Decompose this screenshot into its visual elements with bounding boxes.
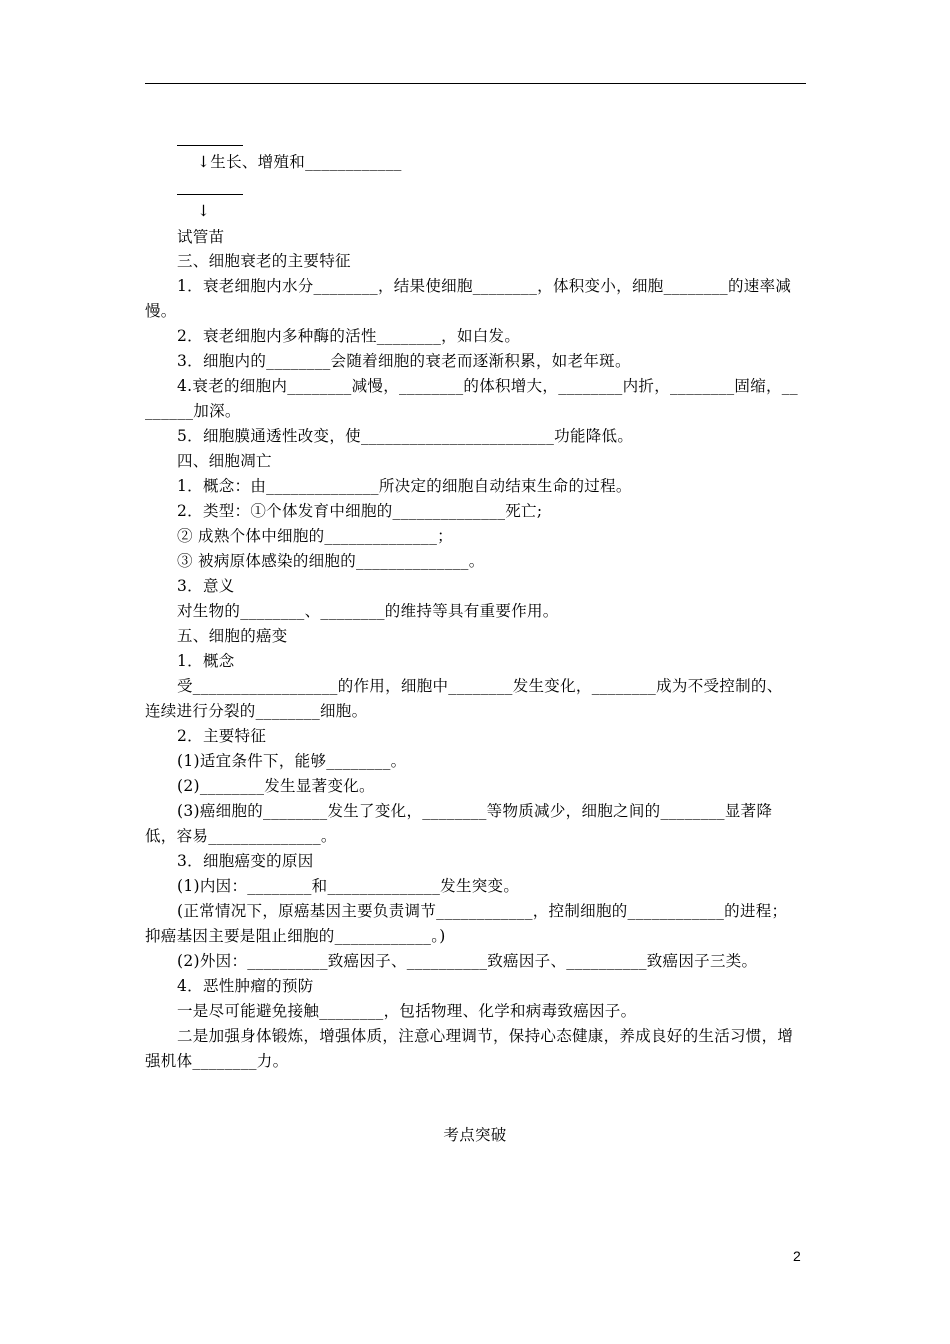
section-title: 考点突破 [443,1126,507,1144]
cancer-feature-2: (2)________发生显著变化。 [177,777,375,795]
cancer-feature-3: (3)癌细胞的________发生了变化，________等物质减少，细胞之间的________显著降 [177,802,773,820]
cancer-features-heading: 2．主要特征 [177,727,267,745]
heading-aging: 三、细胞衰老的主要特征 [177,252,351,270]
cancer-cause-note: (正常情况下，原癌基因主要负责调节____________，控制细胞的____________的进程； [177,902,788,920]
page-number: 2 [793,1248,801,1264]
cancer-cause-note-cont: 抑癌基因主要是阻止细胞的____________。) [145,927,446,945]
apoptosis-significance: 对生物的________、________的维持等具有重要作用。 [177,602,559,620]
apoptosis-significance-heading: 3．意义 [177,577,235,595]
cancer-feature-1: (1)适宜条件下，能够________。 [177,752,407,770]
apoptosis-type-2: ② 成熟个体中细胞的______________； [177,527,453,545]
cancer-cause-external: (2)外因：__________致癌因子、__________致癌因子、__________致癌因子三类。 [177,952,758,970]
cancer-concept: 受__________________的作用，细胞中________发生变化，________成为不受控制的、 [177,677,783,695]
apoptosis-concept: 1．概念：由______________所决定的细胞自动结束生命的过程。 [177,477,632,495]
flow-blank-top [177,145,243,146]
aging-item-5: 5．细胞膜通透性改变，使________________________功能降低。 [177,427,634,445]
aging-item-2: 2．衰老细胞内多种酶的活性________，如白发。 [177,327,521,345]
apoptosis-type-1: 2．类型：①个体发育中细胞的______________死亡; [177,502,543,520]
flow-blank-middle [177,194,243,195]
header-rule [145,83,806,84]
cancer-cause-internal: (1)内因：________和______________发生突变。 [177,877,520,895]
aging-item-1: 1．衰老细胞内水分________，结果使细胞________，体积变小，细胞________的速率减 [177,277,792,295]
prevention-item-2: 二是加强身体锻炼，增强体质，注意心理调节，保持心态健康，养成良好的生活习惯，增 [177,1027,794,1045]
prevention-heading: 4．恶性肿瘤的预防 [177,977,314,995]
aging-item-4: 4.衰老的细胞内________减慢，________的体积增大，________内折，________固缩，__ [177,377,798,395]
aging-item-3: 3．细胞内的________会随着细胞的衰老而逐渐积累，如老年斑。 [177,352,631,370]
cancer-concept-cont: 连续进行分裂的________细胞。 [145,702,368,720]
apoptosis-type-3: ③ 被病原体感染的细胞的______________。 [177,552,485,570]
prevention-item-2-cont: 强机体________力。 [145,1052,289,1070]
cancer-feature-3-cont: 低，容易______________。 [145,827,337,845]
cancer-concept-heading: 1．概念 [177,652,235,670]
flow-arrow-down: ↓ [197,202,211,220]
aging-item-1-cont: 慢。 [145,302,177,320]
cancer-causes-heading: 3．细胞癌变的原因 [177,852,314,870]
heading-cancer: 五、细胞的癌变 [177,627,288,645]
flow-seedling: 试管苗 [177,228,225,246]
prevention-item-1: 一是尽可能避免接触________，包括物理、化学和病毒致癌因子。 [177,1002,637,1020]
aging-item-4-cont: ______加深。 [145,402,241,420]
heading-apoptosis: 四、细胞凋亡 [177,452,272,470]
flow-arrow-growth: ↓生长、增殖和____________ [197,153,402,171]
